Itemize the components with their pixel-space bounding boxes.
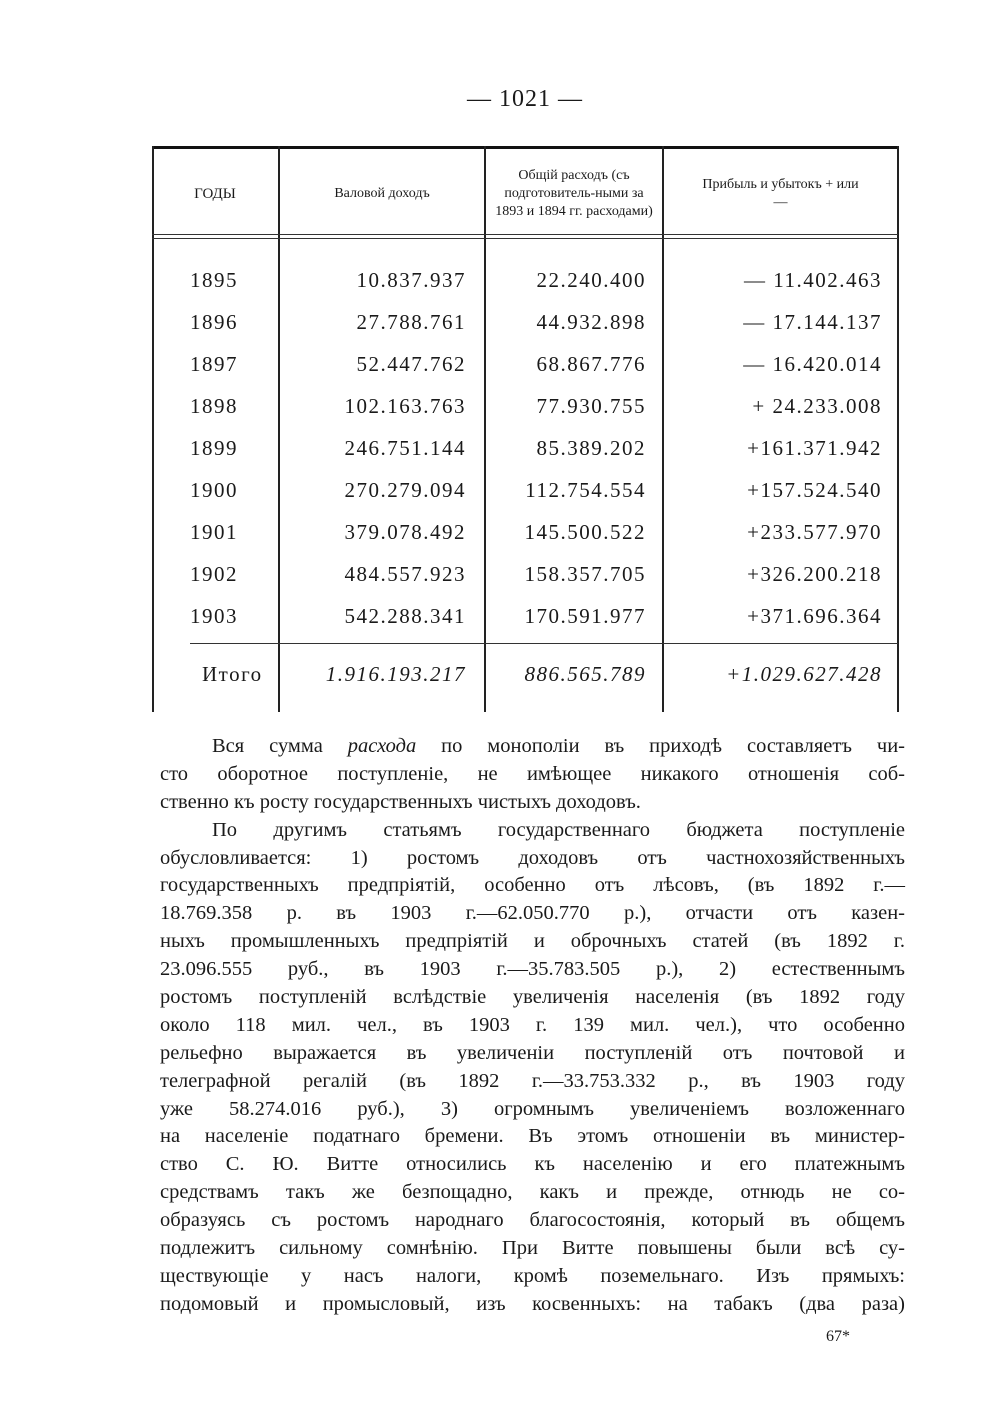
cell-profit-loss: — 11.402.463 (744, 268, 882, 292)
header-total-expense: Общій расходъ (съ подготовитель-ными за 1893 и 1894 гг. расходами) (495, 168, 653, 219)
cell-gross-income: 27.788.761 (356, 310, 466, 334)
table-row (152, 596, 898, 636)
cell-profit-loss: +233.577.970 (747, 520, 882, 544)
text-line: около 118 мил. чел., въ 1903 г. 139 мил. чел.), что особенно (160, 1013, 905, 1036)
table-row (152, 260, 898, 300)
text-line: ществующіе у насъ налоги, кромѣ поземельнаго. Изъ прямыхъ: (160, 1264, 905, 1287)
cell-gross-income: 52.447.762 (356, 352, 466, 376)
cell-total-expense: 170.591.977 (524, 604, 646, 628)
text-fragment: по монополіи въ приходѣ составляетъ чи- (416, 735, 905, 757)
cell-year: 1895 (190, 268, 238, 292)
text-line: образуясь съ ростомъ народнаго благосостоянія, который въ общемъ (160, 1209, 905, 1232)
cell-total-expense: 145.500.522 (524, 520, 646, 544)
header-gross-income: Валовой доходъ (334, 186, 430, 201)
text-line: ныхъ промышленныхъ предпріятій и оброчныхъ статей (въ 1892 г. (160, 930, 905, 953)
revenue-table (152, 146, 898, 712)
text-line: подлежитъ сильному сомнѣнію. При Витте повышены были всѣ су- (160, 1237, 905, 1260)
cell-profit-loss: + 24.233.008 (752, 394, 882, 418)
text-line: подомовый и промысловый, изъ косвенныхъ: на табакъ (два раза) (160, 1292, 905, 1315)
cell-total-expense: 68.867.776 (536, 352, 646, 376)
cell-profit-loss: +157.524.540 (747, 478, 882, 502)
text-line: уже 58.274.016 руб.), 3) огромнымъ увеличеніемъ возложеннаго (160, 1097, 905, 1120)
cell-total-expense: 112.754.554 (525, 478, 646, 502)
table-row (152, 302, 898, 342)
cell-year: 1902 (190, 562, 238, 586)
emphasis-word: расхода (347, 735, 417, 757)
cell-gross-income: 484.557.923 (344, 562, 466, 586)
total-gross-income: 1.916.193.217 (325, 662, 466, 686)
cell-year: 1899 (190, 436, 238, 460)
text-line: 23.096.555 руб., въ 1903 г.—35.783.505 р.), 2) естественнымъ (160, 958, 905, 981)
cell-profit-loss: — 16.420.014 (743, 352, 882, 376)
cell-profit-loss: +371.696.364 (747, 604, 882, 628)
cell-profit-loss: — 17.144.137 (743, 310, 882, 334)
page-number: — 1021 — (467, 86, 583, 112)
text-line: По другимъ статьямъ государственнаго бюджета поступленіе (212, 818, 905, 841)
table-top-rule (152, 146, 898, 149)
total-year: Итого (202, 662, 263, 686)
cell-year: 1900 (190, 478, 238, 502)
total-total-expense: 886.565.789 (524, 662, 646, 686)
text-line: сто оборотное поступленіе, не имѣющее никакого отношенія соб- (160, 762, 905, 785)
body-text (160, 733, 905, 1319)
cell-gross-income: 10.837.937 (356, 268, 466, 292)
text-line: 18.769.358 р. въ 1903 г.—62.050.770 р.), отчасти отъ казен- (160, 902, 905, 925)
total-row (152, 654, 898, 694)
cell-gross-income: 102.163.763 (344, 394, 466, 418)
text-line: ростомъ поступленій вслѣдствіе увеличенія населенія (въ 1892 году (160, 986, 905, 1009)
table-row (152, 470, 898, 510)
cell-year: 1903 (190, 604, 238, 628)
text-line: на населеніе податнаго бремени. Въ этомъ отношеніи въ министер- (160, 1125, 905, 1148)
signature-mark: 67* (826, 1328, 850, 1345)
text-line: ство С. Ю. Витте относились къ населенію и его платежнымъ (160, 1153, 905, 1176)
text-line: телеграфной регалій (въ 1892 г.—33.753.332 р., въ 1903 году (160, 1069, 905, 1092)
total-rule (190, 643, 898, 644)
cell-gross-income: 379.078.492 (344, 520, 466, 544)
cell-year: 1898 (190, 394, 238, 418)
table-row (152, 428, 898, 468)
table-row (152, 554, 898, 594)
cell-year: 1896 (190, 310, 238, 334)
cell-total-expense: 85.389.202 (536, 436, 646, 460)
cell-profit-loss: +326.200.218 (747, 562, 882, 586)
text-line: средствамъ такъ же безпощадно, какъ и прежде, отнюдь не со- (160, 1181, 905, 1204)
cell-gross-income: 542.288.341 (344, 604, 466, 628)
header-profit-loss: Прибыль и убытокъ + или — (702, 177, 859, 210)
header-rule (152, 238, 898, 239)
cell-total-expense: 22.240.400 (536, 268, 646, 292)
table-row (152, 386, 898, 426)
text-line: государственныхъ предпріятій, особенно отъ лѣсовъ, (въ 1892 г.— (160, 874, 905, 897)
cell-year: 1897 (190, 352, 238, 376)
cell-total-expense: 44.932.898 (536, 310, 646, 334)
header-years: ГОДЫ (194, 186, 236, 202)
cell-gross-income: 246.751.144 (344, 436, 466, 460)
cell-year: 1901 (190, 520, 238, 544)
text-line: обусловливается: 1) ростомъ доходовъ отъ частнохозяйственныхъ (160, 846, 905, 869)
text-line (160, 733, 905, 761)
total-profit-loss: +1.029.627.428 (726, 662, 882, 686)
cell-total-expense: 158.357.705 (524, 562, 646, 586)
text-line: рельефно выражается въ увеличеніи поступленій отъ почтовой и (160, 1041, 905, 1064)
table-row (152, 512, 898, 552)
text-fragment: Вся сумма (212, 735, 348, 757)
cell-profit-loss: +161.371.942 (747, 436, 882, 460)
cell-gross-income: 270.279.094 (344, 478, 466, 502)
text-line: ственно къ росту государственныхъ чистыхъ доходовъ. (160, 790, 641, 813)
cell-total-expense: 77.930.755 (536, 394, 646, 418)
table-row (152, 344, 898, 384)
